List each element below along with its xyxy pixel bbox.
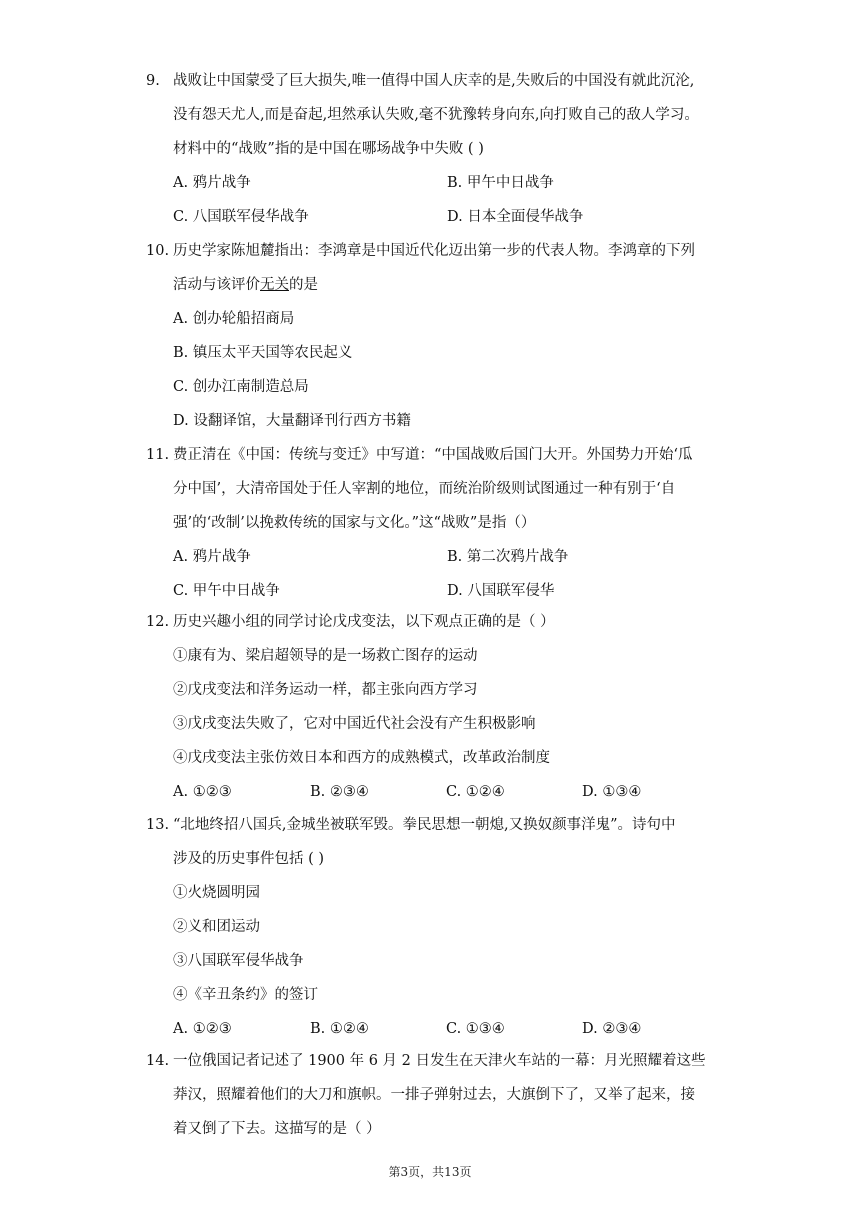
question-text: 战败让中国蒙受了巨大损失,唯一值得中国人庆幸的是,失败后的中国没有就此沉沦, [173, 73, 695, 89]
question-10 [146, 234, 726, 438]
question-text: 的是 [289, 277, 318, 293]
question-12 [146, 605, 726, 809]
statement-item: ②戊戌变法和洋务运动一样，都主张向西方学习 [173, 682, 478, 698]
option-d: D. 日本全面侵华战争 [447, 209, 584, 225]
statement-item: ④戊戌变法主张仿效日本和西方的成熟模式，改革政治制度 [173, 750, 550, 766]
question-number: 13. [146, 817, 170, 833]
question-text: 莽汉，照耀着他们的大刀和旗帜。一排子弹射过去，大旗倒下了，又举了起来，接 [173, 1087, 695, 1103]
option-d: D. ②③④ [582, 1021, 642, 1037]
option-c: C. 八国联军侵华战争 [173, 209, 309, 225]
option-d: D. 设翻译馆，大量翻译刊行西方书籍 [173, 413, 411, 429]
statement-item: ①火烧圆明园 [173, 885, 260, 901]
option-a: A. 鸦片战争 [173, 175, 251, 191]
question-number: 9. [146, 73, 160, 89]
option-a: A. ①②③ [173, 784, 232, 800]
option-a: A. 创办轮船招商局 [173, 311, 295, 327]
option-c: C. 甲午中日战争 [173, 583, 280, 599]
underlined-keyword: 无关 [260, 277, 289, 293]
question-number: 10. [146, 243, 170, 259]
question-text: 一位俄国记者记述了 1900 年 6 月 2 日发生在天津火车站的一幕：月光照耀着这些 [173, 1053, 706, 1069]
question-text: 历史学家陈旭麓指出：李鸿章是中国近代化迈出第一步的代表人物。李鸿章的下列 [173, 243, 695, 259]
option-b: B. ②③④ [310, 784, 369, 800]
option-c: C. ①②④ [446, 784, 505, 800]
statement-item: ③八国联军侵华战争 [173, 953, 304, 969]
option-a: A. ①②③ [173, 1021, 232, 1037]
option-c: C. ①③④ [446, 1021, 505, 1037]
option-d: D. 八国联军侵华 [447, 583, 555, 599]
question-text: 分中国’，大清帝国处于任人宰割的地位，而统治阶级则试图通过一种有别于‘自 [173, 481, 676, 497]
question-number: 14. [146, 1053, 170, 1069]
option-b: B. 镇压太平天国等农民起义 [173, 345, 353, 361]
page-footer: 第3页，共13页 [388, 1165, 472, 1179]
statement-item: ②义和团运动 [173, 919, 260, 935]
question-14 [146, 1044, 726, 1146]
question-text: 活动与该评价 [173, 277, 260, 293]
option-c: C. 创办江南制造总局 [173, 379, 309, 395]
question-text: 历史兴趣小组的同学讨论戊戌变法，以下观点正确的是（ ） [173, 614, 555, 630]
statement-item: ①康有为、梁启超领导的是一场救亡图存的运动 [173, 648, 478, 664]
question-text: 强’的‘改制’以挽救传统的国家与文化。”这“战败”是指（） [173, 515, 536, 531]
question-text: 材料中的“战败”指的是中国在哪场战争中失败 ( ) [173, 141, 484, 157]
question-number: 11. [146, 447, 170, 463]
question-text: 费正清在《中国：传统与变迁》中写道：“中国战败后国门大开。外国势力开始‘瓜 [173, 447, 693, 463]
question-number: 12. [146, 614, 170, 630]
option-b: B. ①②④ [310, 1021, 369, 1037]
question-11 [146, 438, 726, 608]
question-text: “北地终招八国兵,金城坐被联军毁。拳民思想一朝熄,又换奴颜事洋鬼”。诗句中 [173, 817, 676, 833]
option-b: B. 甲午中日战争 [447, 175, 554, 191]
question-text: 着又倒了下去。这描写的是（ ） [173, 1121, 381, 1137]
option-d: D. ①③④ [582, 784, 642, 800]
option-b: B. 第二次鸦片战争 [447, 549, 569, 565]
question-13 [146, 808, 726, 1046]
statement-item: ③戊戌变法失败了，它对中国近代社会没有产生积极影响 [173, 716, 536, 732]
question-text: 涉及的历史事件包括 ( ) [173, 851, 325, 867]
statement-item: ④《辛丑条约》的签订 [173, 987, 318, 1003]
option-a: A. 鸦片战争 [173, 549, 251, 565]
question-9 [146, 64, 726, 234]
question-text: 没有怨天尤人,而是奋起,坦然承认失败,毫不犹豫转身向东,向打败自己的敌人学习。 [173, 107, 699, 123]
